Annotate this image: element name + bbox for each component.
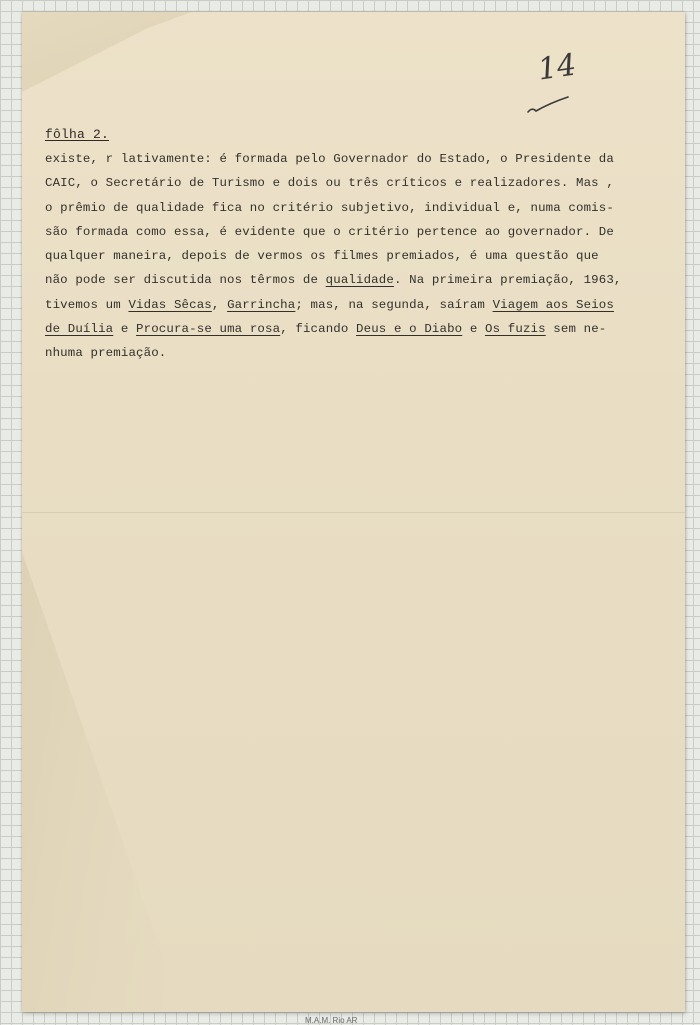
line-9	[45, 346, 166, 360]
text-segment: ,	[211, 297, 228, 312]
line-4	[45, 225, 614, 239]
text-segment: . Na primeira premiação, 1963,	[393, 273, 622, 288]
line-5	[45, 249, 599, 263]
typed-body-text	[45, 147, 645, 366]
text-segment: o prêmio de qualidade fica no critério subjetivo, individual e, numa comis-	[45, 200, 614, 215]
film-title: Vidas Sêcas	[128, 297, 212, 312]
film-title: Deus e o Diabo	[356, 322, 463, 337]
film-title: Garrincha	[227, 297, 296, 312]
handwritten-check-mark	[526, 95, 570, 115]
line-2	[45, 176, 614, 190]
line-6	[45, 273, 622, 287]
folded-corner	[22, 12, 192, 92]
text-segment: tivemos um	[45, 297, 129, 312]
underlined-term: qualidade	[325, 273, 394, 288]
film-title: Viagem aos Seios	[492, 297, 614, 312]
text-segment: e	[113, 322, 137, 337]
film-title: de Duília	[45, 322, 114, 337]
folded-flap	[22, 552, 182, 1012]
text-segment: nhuma premiação.	[45, 346, 167, 361]
text-segment: ; mas, na segunda, saíram	[295, 297, 493, 312]
handwritten-page-number: 14	[535, 47, 579, 88]
film-title: Os fuzis	[485, 322, 546, 337]
line-3	[45, 201, 614, 215]
text-segment: são formada como essa, é evidente que o critério pertence ao governador. De	[45, 224, 614, 239]
text-segment: existe, r lativamente: é formada pelo Governador do Estado, o Presidente da	[45, 152, 614, 166]
line-7	[45, 298, 614, 312]
line-1	[45, 152, 614, 166]
archive-stamp: M.A.M. Rio AR	[305, 1016, 358, 1025]
film-title: Procura-se uma rosa	[136, 322, 281, 337]
sheet-header: fôlha 2.	[45, 127, 110, 142]
text-segment: e	[462, 322, 486, 337]
text-segment: não pode ser discutida nos têrmos de	[45, 273, 326, 288]
text-segment: sem ne-	[545, 322, 607, 337]
text-segment: CAIC, o Secretário de Turismo e dois ou três críticos e realizadores. Mas ,	[45, 176, 614, 191]
paper-crease	[22, 512, 685, 513]
text-segment: qualquer maneira, depois de vermos os filmes premiados, é uma questão que	[45, 249, 599, 264]
text-segment: , ficando	[280, 322, 357, 337]
line-8	[45, 322, 606, 336]
